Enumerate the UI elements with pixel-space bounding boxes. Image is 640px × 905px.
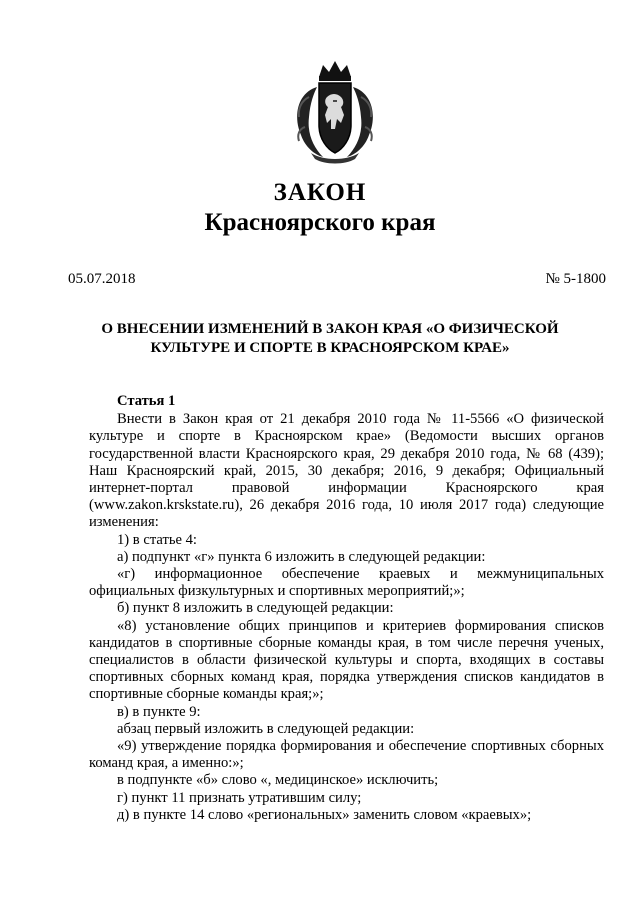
- document-body: [89, 393, 604, 824]
- law-date: 05.07.2018: [68, 271, 136, 287]
- paragraph: абзац первый изложить в следующей редакции:: [117, 720, 415, 737]
- paragraph: в) в пункте 9:: [117, 703, 201, 720]
- paragraph: 1) в статье 4:: [117, 531, 197, 548]
- paragraph: «9) утверждение порядка формирования и обеспечение спортивных сборных команд края, а именно:»;: [89, 738, 604, 772]
- paragraph: «8) установление общих принципов и критериев формирования списков кандидатов в спортивные сборные команды края, в том числе перечня ученых, специалистов в области физической культуры и спорта, входящих в составы спортивных сборных команд края, порядка утверждения списков кандидатов в спортивные сборные команды края;»;: [89, 617, 604, 703]
- paragraph: «г) информационное обеспечение краевых и межмуниципальных официальных физкультурных и спортивных мероприятий;»;: [89, 566, 604, 600]
- paragraph: б) пункт 8 изложить в следующей редакции:: [117, 600, 394, 617]
- page-subtitle: Красноярского края: [204, 209, 436, 236]
- law-number: № 5-1800: [545, 271, 606, 287]
- law-title: О ВНЕСЕНИИ ИЗМЕНЕНИЙ В ЗАКОН КРАЯ «О ФИЗИЧЕСКОЙ КУЛЬТУРЕ И СПОРТЕ В КРАСНОЯРСКОМ КРАЕ»: [101, 321, 559, 356]
- page-title: ЗАКОН: [273, 179, 367, 206]
- coat-of-arms-icon: [289, 57, 381, 167]
- paragraph: в подпункте «б» слово «, медицинское» исключить;: [117, 772, 439, 789]
- paragraph: г) пункт 11 признать утратившим силу;: [117, 789, 362, 806]
- article-heading: Статья 1: [117, 393, 176, 409]
- paragraph: Внести в Закон края от 21 декабря 2010 года № 11-5566 «О физической культуре и спорте в Красноярском крае» (Ведомости высших органов государственной власти Красноярского края, 29 декабря 2010 года, № 68 (439); Наш Красноярский край, 2015, 30 декабря; 2016, 9 декабря; Официальный интернет-портал правовой информации Красноярского края (www.zakon.krskstate.ru), 26 декабря 2016 года, 10 июля 2017 года) следующие изменения:: [89, 411, 604, 531]
- paragraph: а) подпункт «г» пункта 6 изложить в следующей редакции:: [117, 548, 486, 565]
- paragraph: д) в пункте 14 слово «региональных» заменить словом «краевых»;: [117, 806, 532, 823]
